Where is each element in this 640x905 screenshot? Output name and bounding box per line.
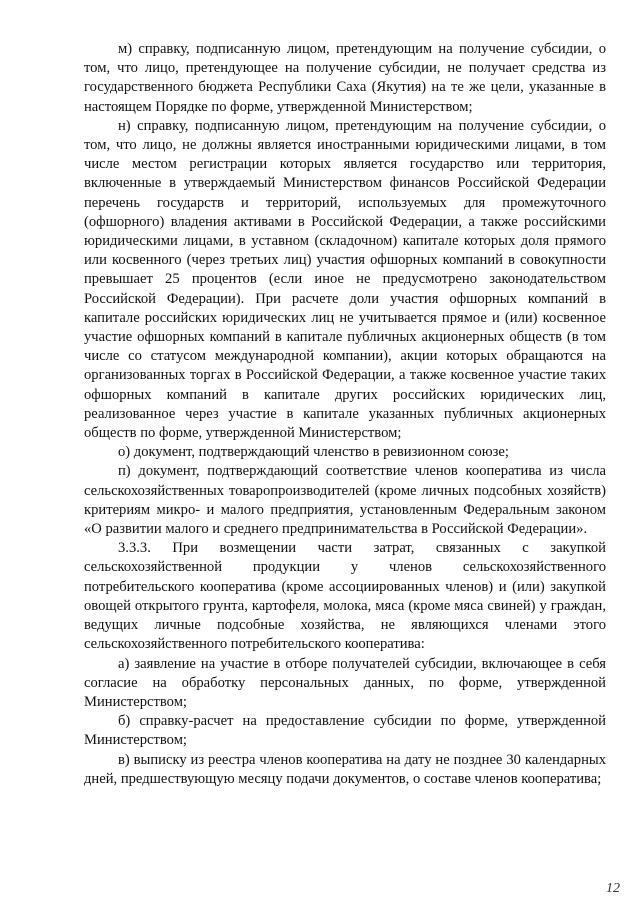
paragraph-n: н) справку, подписанную лицом, претендующим на получение субсидии, о том, что лицо, не должны является иностранными юридическими лицами, в том числе местом регистрации которых является государство или территория, включенные в утверждаемый Министерством финансов Российской Федерации перечень государств и территорий, используемых для промежуточного (офшорного) владения активами в Российской Федерации, а также российскими юридическими лицами, в уставном (складочном) капитале которых доля прямого или косвенного (через третьих лиц) участия офшорных компаний в совокупности превышает 25 процентов (если иное не предусмотрено законодательством Российской Федерации). При расчете доли участия офшорных компаний в капитале российских юридических лиц не учитывается прямое и (или) косвенное участие офшорных компаний в капитале публичных акционерных обществ (в том числе со статусом международной компании), акции которых обращаются на организованных торгах в Российской Федерации, а также косвенное участие таких офшорных компаний в капитале других российских юридических лиц, реализованное через участие в капитале указанных публичных акционерных обществ по форме, утвержденной Министерством; (84, 117, 606, 442)
paragraph-p: п) документ, подтверждающий соответствие членов кооператива из числа сельскохозяйственных товаропроизводителей (кроме личных подсобных хозяйств) критериям микро- и малого предприятия, установленным Федеральным законом «О развитии малого и среднего предпринимательства в Российской Федерации». (84, 463, 606, 538)
paragraph-v: в) выписку из реестра членов кооператива на дату не позднее 30 календарных дней, предшествующую месяцу подачи документов, о составе членов кооператива; (84, 751, 606, 787)
paragraph-m: м) справку, подписанную лицом, претендующим на получение субсидии, о том, что лицо, претендующее на получение субсидии, не получает средства из государственного бюджета Республики Саха (Якутия) на те же цели, указанные в настоящем Порядке по форме, утвержденной Министерством; (84, 41, 606, 115)
page-number: 12 (606, 881, 620, 896)
paragraph-a: а) заявление на участие в отборе получателей субсидии, включающее в себя согласие на обработку персональных данных, по форме, утвержденной Министерством; (84, 655, 606, 710)
paragraph-b: б) справку-расчет на предоставление субсидии по форме, утвержденной Министерством; (84, 713, 606, 749)
paragraph-3-3-3: 3.3.3. При возмещении части затрат, связанных с закупкой сельскохозяйственной продукции у членов сельскохозяйственного потребительского кооператива (кроме ассоциированных членов) и (или) закупкой овощей открытого грунта, картофеля, молока, мяса (кроме мяса свиней) у граждан, ведущих личные подсобные хозяйства, не являющихся членами этого сельскохозяйственного потребительского кооператива: (84, 540, 606, 653)
document-body (84, 40, 606, 789)
paragraph-o: о) документ, подтверждающий членство в ревизионном союзе; (118, 444, 509, 461)
